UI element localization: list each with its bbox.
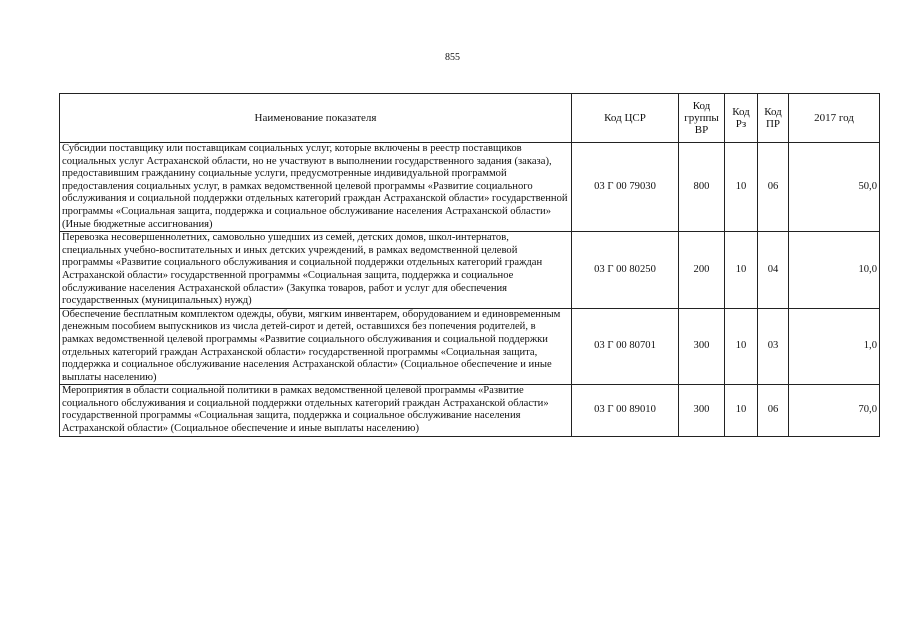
row-pr-code: 03 xyxy=(758,308,789,385)
row-vr-code: 800 xyxy=(679,143,725,232)
header-vr-group-code: Код группы ВР xyxy=(679,94,725,143)
row-indicator-name: Перевозка несовершеннолетних, самовольно ушедших из семей, детских домов, школ-интернатов, специальных учебно-воспитательных и иных детских учреждений, в рамках ведомственной целевой программы «Развитие социального обслуживания и социальной поддержки отдельных категорий граждан Астраханской области» государственной программы «Социальная защита, поддержка и социальное обслуживание населения Астраханской области» (Закупка товаров, работ и услуг для обеспечения государственных (муниципальных) нужд) xyxy=(60,232,572,309)
row-indicator-name: Субсидии поставщику или поставщикам социальных услуг, которые включены в реестр поставщиков социальных услуг Астраханской области, но не участвуют в выполнении государственного задания (заказа), предоставившим гражданину социальные услуги, предусмотренные индивидуальной программой предоставления социальных услуг, в рамках ведомственной целевой программы «Развитие социального обслуживания и социальной поддержки отдельных категорий граждан Астраханской области» государственной программы «Социальная защита, поддержка и социальное обслуживание населения Астраханской области» (Иные бюджетные ассигнования) xyxy=(60,143,572,232)
row-csr-code: 03 Г 00 89010 xyxy=(572,385,679,436)
row-csr-code: 03 Г 00 79030 xyxy=(572,143,679,232)
header-row xyxy=(60,94,880,143)
row-csr-code: 03 Г 00 80250 xyxy=(572,232,679,309)
table-row xyxy=(60,308,880,385)
row-rz-code: 10 xyxy=(725,385,758,436)
row-pr-code: 06 xyxy=(758,143,789,232)
row-amount: 10,0 xyxy=(789,232,880,309)
row-rz-code: 10 xyxy=(725,308,758,385)
row-amount: 50,0 xyxy=(789,143,880,232)
row-rz-code: 10 xyxy=(725,232,758,309)
row-amount: 1,0 xyxy=(789,308,880,385)
header-pr-code: Код ПР xyxy=(758,94,789,143)
table-row xyxy=(60,232,880,309)
table-row xyxy=(60,143,880,232)
row-csr-code: 03 Г 00 80701 xyxy=(572,308,679,385)
row-vr-code: 300 xyxy=(679,308,725,385)
row-pr-code: 04 xyxy=(758,232,789,309)
budget-table xyxy=(59,93,880,437)
table-header xyxy=(60,94,880,143)
row-vr-code: 300 xyxy=(679,385,725,436)
header-year-2017: 2017 год xyxy=(789,94,880,143)
header-rz-code: Код Рз xyxy=(725,94,758,143)
table-body xyxy=(60,143,880,437)
row-indicator-name: Мероприятия в области социальной политики в рамках ведомственной целевой программы «Развитие социального обслуживания и социальной поддержки отдельных категорий граждан Астраханской области» государственной программы «Социальная защита, поддержка и социальное обслуживание населения Астраханской области» (Социальное обеспечение и иные выплаты населению) xyxy=(60,385,572,436)
table-row xyxy=(60,385,880,436)
row-amount: 70,0 xyxy=(789,385,880,436)
row-vr-code: 200 xyxy=(679,232,725,309)
row-pr-code: 06 xyxy=(758,385,789,436)
row-rz-code: 10 xyxy=(725,143,758,232)
page-number: 855 xyxy=(445,52,460,63)
header-indicator-name: Наименование показателя xyxy=(60,94,572,143)
header-csr-code: Код ЦСР xyxy=(572,94,679,143)
row-indicator-name: Обеспечение бесплатным комплектом одежды, обуви, мягким инвентарем, оборудованием и единовременным денежным пособием выпускников из числа детей-сирот и детей, оставшихся без попечения родителей, в рамках ведомственной целевой программы «Развитие социального обслуживания и социальной поддержки отдельных категорий граждан Астраханской области» государственной программы «Социальная защита, поддержка и социальное обслуживание населения Астраханской области» (Социальное обеспечение и иные выплаты населению) xyxy=(60,308,572,385)
